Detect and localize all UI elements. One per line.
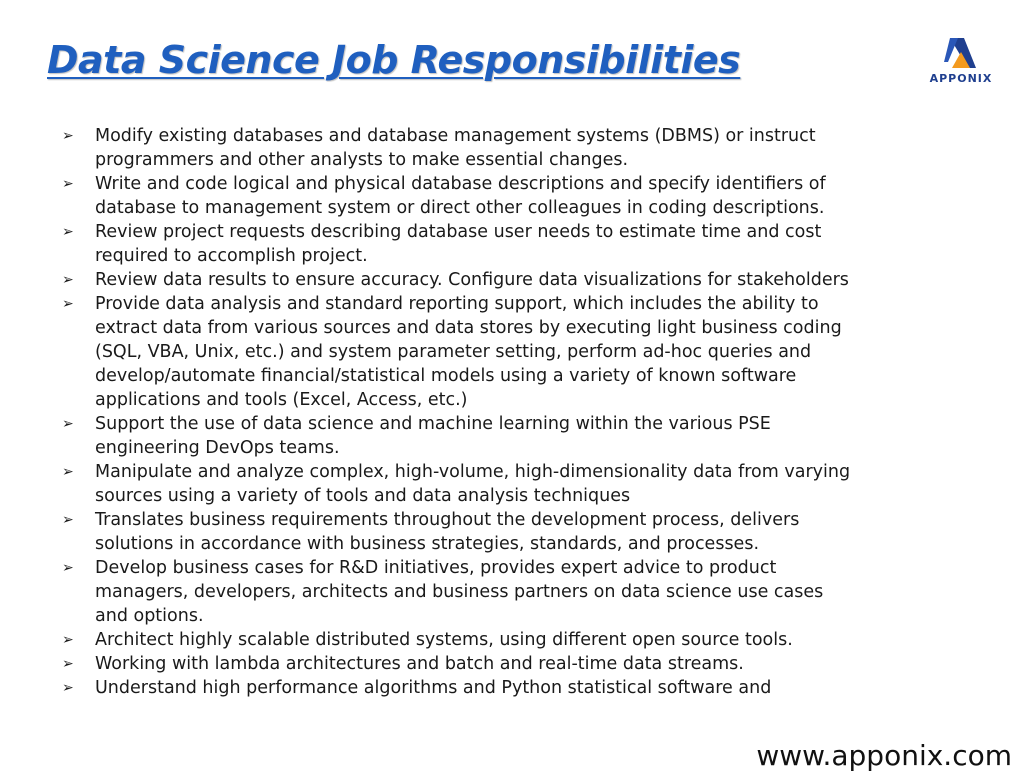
list-item [62, 508, 852, 556]
list-item-text: Understand high performance algorithms and Python statistical software and [95, 678, 772, 698]
list-item-text: Modify existing databases and database management systems (DBMS) or instruct programmers and other analysts to make essential changes. [95, 126, 816, 170]
arrow-bullet-icon: ➢ [62, 680, 74, 696]
list-item [62, 292, 852, 412]
list-item [62, 124, 852, 172]
arrow-bullet-icon: ➢ [62, 224, 74, 240]
list-item-text: Support the use of data science and machine learning within the various PSE engineering DevOps teams. [95, 414, 771, 458]
list-item [62, 220, 852, 268]
page-title: Data Science Job Responsibilities [47, 38, 741, 82]
list-item-text: Manipulate and analyze complex, high-volume, high-dimensionality data from varying sources using a variety of tools and data analysis techniques [95, 462, 851, 506]
list-item-text: Review project requests describing database user needs to estimate time and cost required to accomplish project. [95, 222, 822, 266]
list-item [62, 172, 852, 220]
list-item-text: Translates business requirements throughout the development process, delivers solutions in accordance with business strategies, standards, and processes. [95, 510, 800, 554]
logo-text: APPONIX [929, 72, 993, 85]
list-item-text: Working with lambda architectures and batch and real-time data streams. [95, 654, 744, 674]
apponix-logo [918, 36, 1004, 92]
arrow-bullet-icon: ➢ [62, 632, 74, 648]
arrow-bullet-icon: ➢ [62, 560, 74, 576]
list-item-text: Review data results to ensure accuracy. Configure data visualizations for stakeholders [95, 270, 849, 290]
logo-icon [944, 36, 978, 70]
list-item-text: Develop business cases for R&D initiatives, provides expert advice to product managers, developers, architects and business partners on data science use cases and options. [95, 558, 824, 626]
list-item [62, 412, 852, 460]
list-item-text: Provide data analysis and standard reporting support, which includes the ability to extract data from various sources and data stores by executing light business coding (SQL, VBA, Unix, etc.) and system parameter setting, perform ad-hoc queries and develop/automate financial/statistical models using a variety of known software applications and tools (Excel, Access, etc.) [95, 294, 842, 410]
arrow-bullet-icon: ➢ [62, 296, 74, 312]
list-item [62, 628, 852, 652]
list-item [62, 676, 852, 700]
arrow-bullet-icon: ➢ [62, 656, 74, 672]
list-item [62, 556, 852, 628]
arrow-bullet-icon: ➢ [62, 464, 74, 480]
arrow-bullet-icon: ➢ [62, 416, 74, 432]
list-item [62, 652, 852, 676]
responsibility-list [62, 124, 852, 700]
list-item [62, 268, 852, 292]
footer-url: www.apponix.com [756, 739, 1012, 772]
arrow-bullet-icon: ➢ [62, 272, 74, 288]
list-item-text: Write and code logical and physical database descriptions and specify identifiers of database to management system or direct other colleagues in coding descriptions. [95, 174, 826, 218]
list-item-text: Architect highly scalable distributed systems, using different open source tools. [95, 630, 793, 650]
list-item [62, 460, 852, 508]
arrow-bullet-icon: ➢ [62, 512, 74, 528]
arrow-bullet-icon: ➢ [62, 128, 74, 144]
arrow-bullet-icon: ➢ [62, 176, 74, 192]
